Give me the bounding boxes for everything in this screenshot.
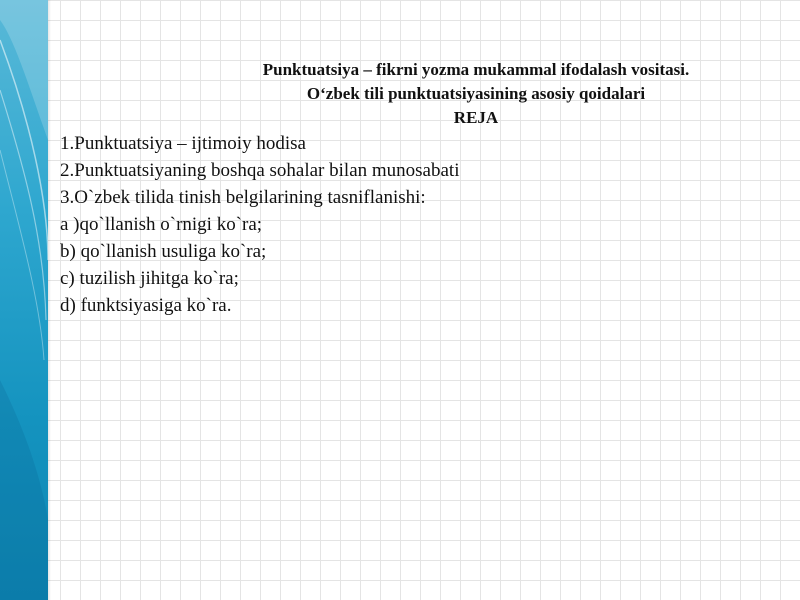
plan-subitem: a )qo`llanish o`rnigi ko`ra; (60, 214, 263, 235)
plan-subitem: c) tuzilish jihitga ko`ra; (60, 268, 239, 289)
plan-item: 1.Punktuatsiya – ijtimoiy hodisa (60, 133, 306, 154)
wave-decoration-icon (0, 0, 48, 600)
plan-subitem: b) qo`llanish usuliga ko`ra; (60, 241, 267, 262)
slide-content (60, 58, 780, 319)
slide-title-line-1: Punktuatsiya – fikrni yozma mukammal ifodalash vositasi. (262, 60, 690, 79)
plan-heading: REJA (453, 108, 499, 127)
plan-list (60, 130, 780, 319)
decorative-side-band (0, 0, 48, 600)
side-band-shadow (48, 0, 51, 600)
plan-subitem: d) funktsiyasiga ko`ra. (60, 295, 232, 316)
slide-title-line-2: O‘zbek tili punktuatsiyasining asosiy qoidalari (306, 84, 646, 103)
plan-item: 2.Punktuatsiyaning boshqa sohalar bilan munosabati (60, 160, 460, 181)
slide-title-block (60, 58, 780, 130)
plan-item: 3.O`zbek tilida tinish belgilarining tasniflanishi: (60, 187, 426, 208)
